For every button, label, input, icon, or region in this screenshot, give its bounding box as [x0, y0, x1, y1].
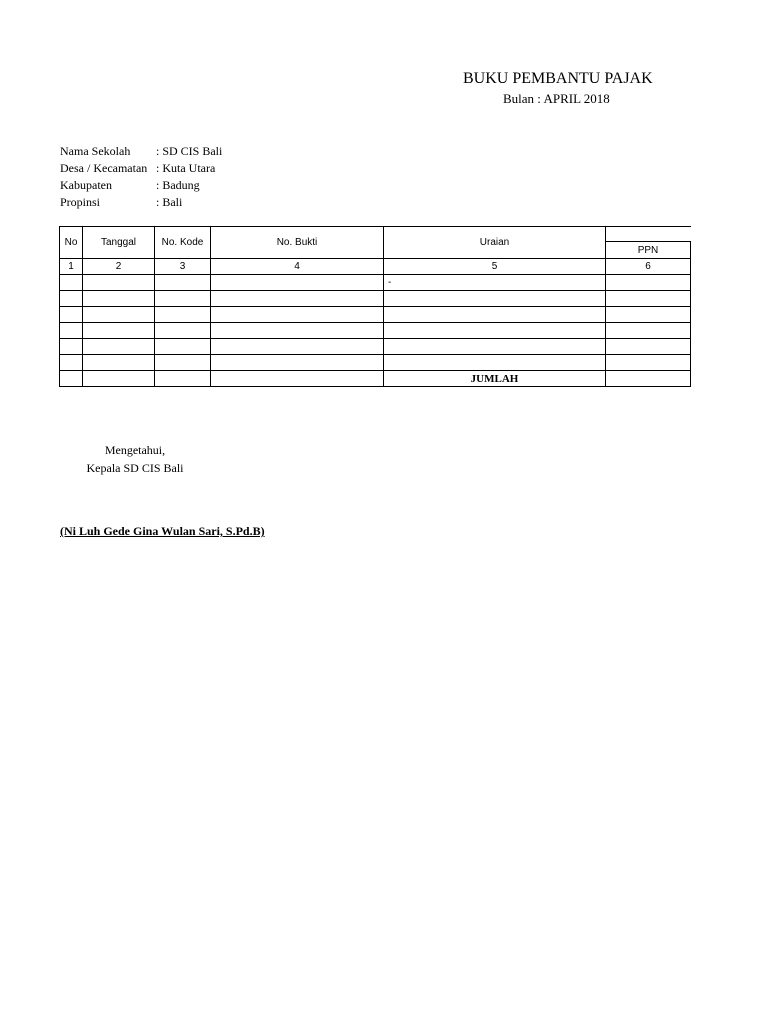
- info-row-district: [60, 160, 222, 177]
- table-cell: [606, 275, 691, 291]
- table-cell: [211, 371, 384, 387]
- header-tanggal: Tanggal: [83, 227, 155, 259]
- table-cell: [211, 307, 384, 323]
- info-value: : Kuta Utara: [156, 161, 216, 175]
- table-cell: [60, 339, 83, 355]
- table-cell: [60, 307, 83, 323]
- column-number: 3: [155, 259, 211, 275]
- table-cell: [606, 355, 691, 371]
- table-cell: [211, 291, 384, 307]
- table-cell: [606, 307, 691, 323]
- info-value: : Badung: [156, 178, 200, 192]
- table-cell: [155, 339, 211, 355]
- column-number: 4: [211, 259, 384, 275]
- school-info: [60, 143, 222, 211]
- table-cell: [384, 307, 606, 323]
- info-label: Nama Sekolah: [60, 144, 131, 158]
- table-cell: [606, 291, 691, 307]
- table-cell: [83, 291, 155, 307]
- table-cell: [83, 339, 155, 355]
- table-cell: [155, 355, 211, 371]
- total-label: JUMLAH: [384, 371, 606, 387]
- document-title: BUKU PEMBANTU PAJAK: [463, 70, 653, 87]
- info-row-school: [60, 143, 222, 160]
- table-row: [60, 291, 691, 307]
- table-cell: [384, 355, 606, 371]
- table-cell: [83, 355, 155, 371]
- signature-block: [60, 441, 210, 477]
- tax-ledger-table: [59, 226, 691, 387]
- header-uraian: Uraian: [384, 227, 606, 259]
- table-row: [60, 323, 691, 339]
- table-header-row: [60, 227, 691, 242]
- acknowledged-label: Mengetahui,: [104, 443, 166, 457]
- column-number: 6: [606, 259, 691, 275]
- table-cell: [211, 339, 384, 355]
- info-value: : Bali: [156, 195, 183, 209]
- table-cell: [60, 355, 83, 371]
- info-label: Propinsi: [60, 195, 101, 209]
- column-number-row: [60, 259, 691, 275]
- header-no: No: [60, 227, 83, 259]
- document-subtitle: Bulan : APRIL 2018: [503, 91, 610, 106]
- uraian-cell: -: [384, 275, 606, 291]
- table-cell: [83, 371, 155, 387]
- table-cell: [60, 371, 83, 387]
- table-cell: [155, 323, 211, 339]
- header-no-kode: No. Kode: [155, 227, 211, 259]
- table-cell: [83, 275, 155, 291]
- table-cell: [155, 275, 211, 291]
- table-cell: [60, 291, 83, 307]
- total-value-cell: [606, 371, 691, 387]
- table-cell: [155, 291, 211, 307]
- table-cell: [211, 275, 384, 291]
- column-number: 1: [60, 259, 83, 275]
- signer-name: (Ni Luh Gede Gina Wulan Sari, S.Pd.B): [60, 524, 265, 538]
- table-cell: [60, 323, 83, 339]
- info-value: : SD CIS Bali: [156, 144, 223, 158]
- header-no-bukti: No. Bukti: [211, 227, 384, 259]
- table-row: [60, 275, 691, 291]
- signer-position: Kepala SD CIS Bali: [86, 461, 184, 475]
- table-cell: [384, 323, 606, 339]
- header-ppn: PPN: [606, 242, 691, 259]
- table-cell: [211, 355, 384, 371]
- header-group: [606, 227, 691, 242]
- table-cell: [83, 323, 155, 339]
- column-number: 2: [83, 259, 155, 275]
- table-cell: [384, 339, 606, 355]
- table-cell: [83, 307, 155, 323]
- table-cell: [155, 307, 211, 323]
- table-row: [60, 355, 691, 371]
- table-row: [60, 307, 691, 323]
- table-cell: [384, 291, 606, 307]
- table-cell: [211, 323, 384, 339]
- info-row-province: [60, 194, 222, 211]
- total-row: [60, 371, 691, 387]
- table-cell: [155, 371, 211, 387]
- table-cell: [606, 323, 691, 339]
- table-cell: [60, 275, 83, 291]
- info-label: Desa / Kecamatan: [60, 161, 148, 175]
- table-row: [60, 339, 691, 355]
- column-number: 5: [384, 259, 606, 275]
- info-label: Kabupaten: [60, 178, 112, 192]
- table-cell: [606, 339, 691, 355]
- info-row-regency: [60, 177, 222, 194]
